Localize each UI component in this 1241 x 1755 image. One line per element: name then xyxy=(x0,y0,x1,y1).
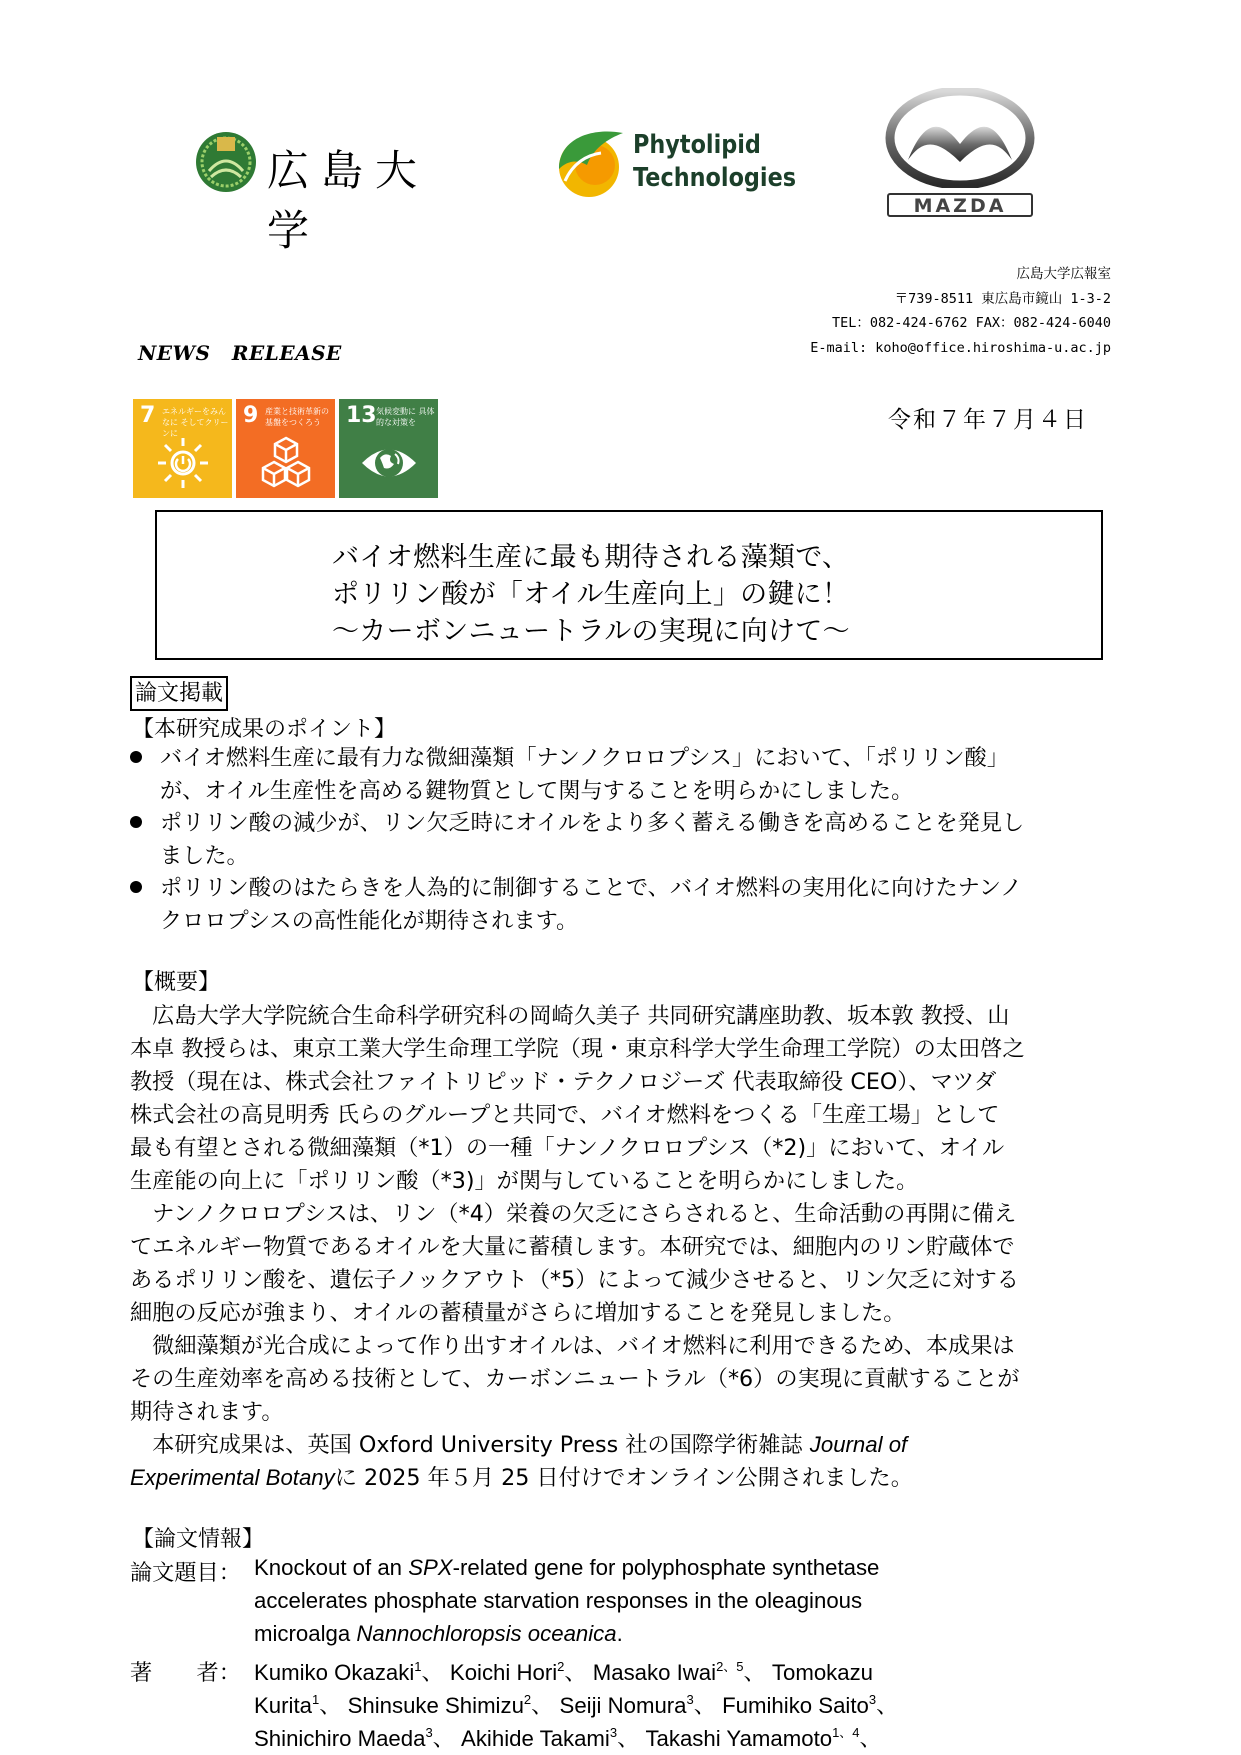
author-affiliation: 2 xyxy=(523,1692,532,1707)
author-affiliation: 2、5 xyxy=(716,1659,744,1674)
headline-line-2: ポリリン酸が「オイル生産向上」の鍵に！ xyxy=(332,579,850,610)
point-2-line-2: ました。 xyxy=(160,843,249,869)
author: Kumiko Okazaki$^1$、 xyxy=(254,1659,450,1685)
paper-title-text: . xyxy=(616,1621,623,1646)
author-name: Fumihiko Saito xyxy=(722,1693,869,1718)
overview-line: 本卓 教授らは、東京工業大学生命理工学院（現・東京科学大学生命理工学院）の太田啓之 xyxy=(130,1036,1025,1062)
eye-globe-icon xyxy=(360,434,418,492)
news-release-label: NEWS RELEASE xyxy=(138,341,342,365)
hiroshima-university-emblem-icon xyxy=(195,131,257,193)
species-name: Nannochloropsis oceanica xyxy=(356,1621,617,1646)
author: Shinsuke Shimizu$^2$、 xyxy=(347,1692,560,1718)
phytolipid-logo xyxy=(553,125,797,205)
author-affiliation: 1 xyxy=(311,1692,320,1707)
author-affiliation: 3 xyxy=(686,1692,694,1707)
author-affiliation: 3 xyxy=(868,1692,877,1707)
overview-line: あるポリリン酸を、遺伝子ノックアウト（*5）によって減少させると、リン欠乏に対する xyxy=(130,1267,1019,1293)
author-affiliation: 1、4 xyxy=(832,1725,860,1740)
author: Masako Iwai$^{2、5}$、 xyxy=(592,1659,772,1685)
overview-line: 期待されます。 xyxy=(130,1399,284,1425)
mazda-logo xyxy=(880,88,1040,223)
authors-line-1 xyxy=(254,1655,873,1687)
sdg-9-tile xyxy=(236,399,335,498)
bullet-icon xyxy=(130,881,142,893)
headline-box xyxy=(155,510,1103,660)
author-name-part: Tomokazu xyxy=(771,1660,874,1685)
phytolipid-line2: Technologies xyxy=(633,163,797,193)
author-name: Seiji Nomura xyxy=(559,1693,687,1718)
overview-line: ナンノクロロプシスは、リン（*4）栄養の欠乏にさらされると、生命活動の再開に備え xyxy=(130,1201,1017,1227)
hiroshima-university-logo xyxy=(195,128,465,255)
overview-line: てエネルギー物質であるオイルを大量に蓄積します。本研究では、細胞内のリン貯蔵体で xyxy=(130,1234,1015,1260)
overview-line: 広島大学大学院統合生命科学研究科の岡崎久美子 共同研究講座助教、坂本敦 教授、山 xyxy=(130,1003,1010,1029)
gene-name: SPX xyxy=(408,1555,453,1580)
authors-line-2: Kurita$^1$、 Shinsuke Shimizu$^2$、 Seiji Nomura$^3$、 Fumihiko Saito$^3$、 xyxy=(254,1692,899,1718)
points-heading: 【本研究成果のポイント】 xyxy=(132,717,397,742)
headline-line-1: バイオ燃料生産に最も期待される藻類で、 xyxy=(332,542,850,573)
author-name: Kumiko Okazaki xyxy=(254,1660,415,1685)
cubes-icon xyxy=(257,434,315,492)
sdg-7-number: 7 xyxy=(140,403,156,428)
paper-title-line-1 xyxy=(254,1555,879,1581)
point-1-line-2: が、オイル生産性を高める鍵物質として関与することを明らかにしました。 xyxy=(160,778,914,804)
author: Koichi Hori$^2$、 xyxy=(449,1659,593,1685)
author: Shinichiro Maeda$^3$、 xyxy=(254,1725,462,1751)
sdg-13-tile xyxy=(339,399,438,498)
author-name: Akihide Takami xyxy=(461,1726,610,1751)
paper-title-label: 論文題目： xyxy=(130,1560,241,1586)
point-3-line-1: ポリリン酸のはたらきを人為的に制御することで、バイオ燃料の実用化に向けたナンノ xyxy=(160,875,1023,901)
journal-line-2-text: に 2025 年５月 25 日付けでオンライン公開されました。 xyxy=(334,1465,913,1491)
svg-text:MAZDA: MAZDA xyxy=(913,195,1007,217)
headline-line-3: ～カーボンニュートラルの実現に向けて～ xyxy=(332,616,850,647)
phytolipid-line1: Phytolipid xyxy=(633,130,761,160)
overview-heading: 【概要】 xyxy=(132,970,221,995)
overview-line: 株式会社の高見明秀 氏らのグループと共同で、バイオ燃料をつくる「生産工場」として xyxy=(130,1102,1000,1128)
press-contact-block xyxy=(810,262,1111,360)
authors-line-3 xyxy=(254,1721,882,1753)
author: Akihide Takami$^3$、 xyxy=(461,1725,646,1751)
hiroshima-university-wordmark: 広島大学 xyxy=(267,146,430,255)
point-2-line-1: ポリリン酸の減少が、リン欠乏時にオイルをより多く蓄える働きを高めることを発見し xyxy=(160,810,1025,836)
authors-label: 著 者： xyxy=(130,1660,241,1686)
release-date: 令和７年７月４日 xyxy=(888,407,1088,433)
point-3-line-2: クロロプシスの高性能化が期待されます。 xyxy=(160,908,579,934)
phytolipid-leaf-icon xyxy=(553,125,629,201)
sdg-9-number: 9 xyxy=(243,403,259,428)
overview-line: 最も有望とされる微細藻類（*1）の一種「ナンノクロロプシス（*2)」において、オイル xyxy=(130,1135,1005,1161)
journal-name-part-1: Journal of xyxy=(809,1432,908,1457)
overview-line: その生産効率を高める技術として、カーボンニュートラル（*6）の実現に貢献することが xyxy=(130,1366,1020,1392)
overview-line: 教授（現在は、株式会社ファイトリピッド・テクノロジーズ 代表取締役 CEO）、マツダ xyxy=(130,1069,997,1095)
sdg-7-label: エネルギーをみんなに そしてクリーンに xyxy=(162,407,229,438)
mazda-wordmark-icon xyxy=(887,191,1033,219)
author: Seiji Nomura$^3$、 xyxy=(559,1692,723,1718)
author-name: Takashi Yamamoto xyxy=(645,1726,833,1751)
author-affiliation: 1 xyxy=(414,1659,422,1674)
paper-title-line-2: accelerates phosphate starvation responses in the oleaginous xyxy=(254,1588,863,1613)
sun-power-icon xyxy=(154,434,212,492)
sdg-7-tile xyxy=(133,399,232,498)
author: Fumihiko Saito$^3$、 xyxy=(722,1692,899,1718)
overview-line: 微細藻類が光合成によって作り出すオイルは、バイオ燃料に利用できるため、本成果は xyxy=(130,1333,1015,1359)
author-name: Shinichiro Maeda xyxy=(254,1726,426,1751)
paper-title-line-3 xyxy=(254,1621,623,1647)
press-office-tel-fax: TEL：082-424-6762 FAX：082-424-6040 xyxy=(832,315,1111,331)
journal-line-1 xyxy=(130,1427,907,1459)
press-office-address: 〒739-8511 東広島市鏡山 1-3-2 xyxy=(894,290,1111,307)
overview-line: 生産能の向上に「ポリリン酸（*3)」が関与していることを明らかにしました。 xyxy=(130,1168,919,1194)
author-affiliation: 2 xyxy=(557,1659,565,1674)
paper-title-text: Knockout of an xyxy=(254,1555,409,1580)
author-name: Koichi Hori xyxy=(449,1660,558,1685)
author-name: Masako Iwai xyxy=(592,1660,717,1685)
author-name-part: Kurita xyxy=(254,1693,312,1718)
point-1-line-1: バイオ燃料生産に最有力な微細藻類「ナンノクロロプシス」において、「ポリリン酸」 xyxy=(160,745,1009,771)
sdg-13-number: 13 xyxy=(346,403,377,428)
phytolipid-wordmark xyxy=(633,129,796,195)
overview-line: 細胞の反応が強まり、オイルの蓄積量がさらに増加することを発見しました。 xyxy=(130,1300,906,1326)
bullet-icon xyxy=(130,816,142,828)
press-office-name: 広島大学広報室 xyxy=(1016,266,1111,282)
author-affiliation: 3 xyxy=(425,1725,433,1740)
author: Takashi Yamamoto$^{1、4}$、 xyxy=(645,1725,882,1751)
sdg-9-label: 産業と技術革新の 基盤をつくろう xyxy=(265,407,329,427)
bullet-icon xyxy=(130,751,142,763)
mazda-emblem-icon xyxy=(880,88,1040,188)
journal-name-part-2: Experimental Botany xyxy=(130,1465,335,1490)
paper-title-text: -related gene for polyphosphate synthetase xyxy=(452,1555,880,1580)
publication-label: 論文掲載 xyxy=(130,676,228,711)
press-office-email[interactable]: E-mail: koho@office.hiroshima-u.ac.jp xyxy=(810,339,1111,356)
sdg-13-label: 気候変動に 具体的な対策を xyxy=(376,407,435,427)
paper-info-heading: 【論文情報】 xyxy=(132,1527,265,1552)
author-name: Shinsuke Shimizu xyxy=(347,1693,524,1718)
paper-title-text: microalga xyxy=(254,1621,357,1646)
journal-line-1-text: 本研究成果は、英国 Oxford University Press 社の国際学術雑誌 xyxy=(130,1432,810,1458)
author-affiliation: 3 xyxy=(609,1725,618,1740)
journal-line-2 xyxy=(130,1460,913,1492)
